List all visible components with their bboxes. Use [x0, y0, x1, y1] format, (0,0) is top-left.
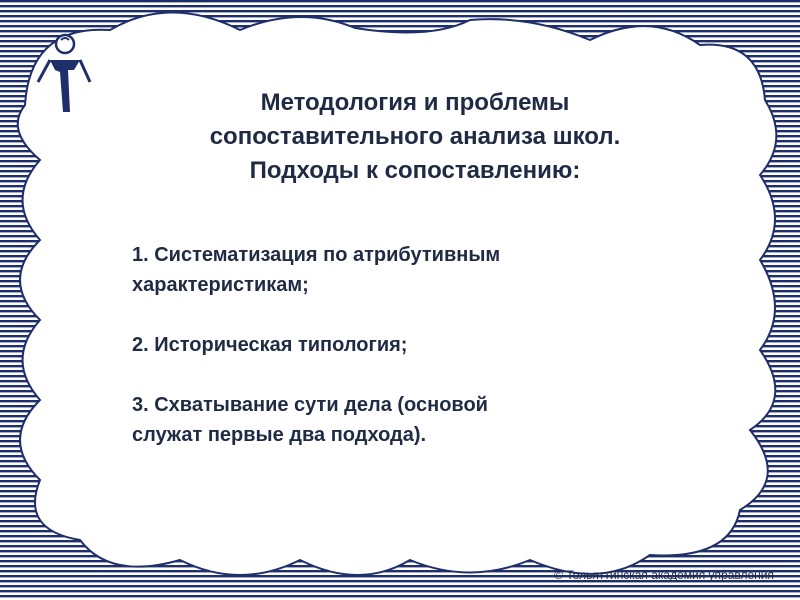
list-item-line: 1. Систематизация по атрибутивным	[132, 244, 501, 266]
list-item-line: 3. Схватывание сути дела (основой	[132, 394, 488, 416]
list-item	[132, 240, 672, 300]
stick-figure-logo-icon	[30, 30, 100, 120]
list-item-line: служат первые два подхода).	[132, 424, 427, 446]
approach-list	[132, 240, 672, 450]
title-line: Подходы к сопоставлению:	[249, 157, 581, 184]
slide-title	[110, 86, 720, 188]
title-line: сопоставительного анализа школ.	[209, 123, 621, 150]
list-item	[132, 330, 672, 360]
list-item-line: характеристикам;	[132, 274, 309, 296]
copyright-footer: © Тольяттинская академия управления	[554, 568, 774, 582]
list-item-line: 2. Историческая типология;	[132, 334, 408, 356]
list-item	[132, 390, 672, 450]
title-line: Методология и проблемы	[260, 89, 570, 116]
